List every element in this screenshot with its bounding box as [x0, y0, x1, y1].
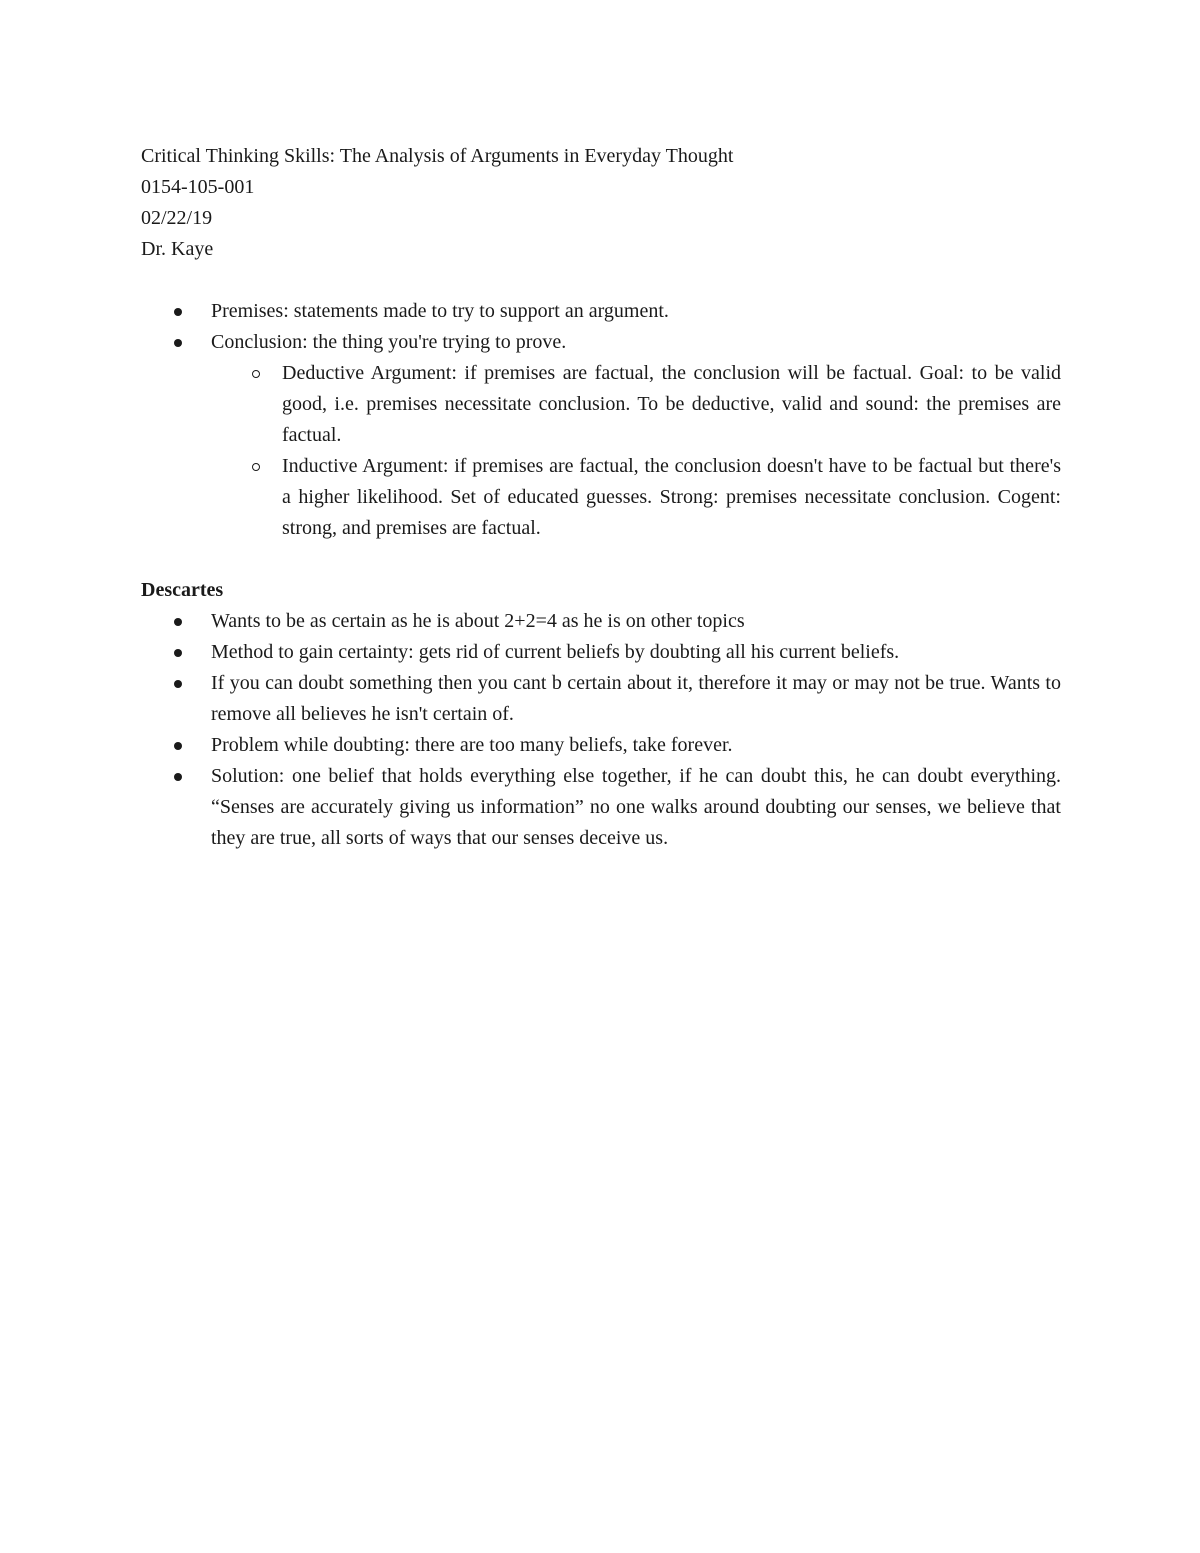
list-item-text: Method to gain certainty: gets rid of current beliefs by doubting all his current beliefs.	[211, 641, 900, 663]
sublist-item-inductive	[141, 451, 1061, 544]
list-item-text: Premises: statements made to try to support an argument.	[211, 300, 669, 322]
list-item	[141, 730, 1061, 761]
spacer	[141, 544, 1061, 575]
list-item	[141, 606, 1061, 637]
instructor-name: Dr. Kaye	[141, 238, 214, 260]
sublist-item-text: Deductive Argument: if premises are factual, the conclusion will be factual. Goal: to be valid good, i.e. premises necessitate conclusion. To be deductive, valid and sound: the premises are factual.	[282, 362, 1061, 446]
bullet-icon	[174, 339, 182, 347]
section-heading-descartes: Descartes	[141, 579, 224, 601]
course-code: 0154-105-001	[141, 176, 255, 198]
bullet-icon	[174, 773, 182, 781]
document-page	[141, 141, 1061, 854]
argument-types-sublist	[141, 358, 1061, 544]
sublist-item-text: Inductive Argument: if premises are factual, the conclusion doesn't have to be factual but there's a higher likelihood. Set of educated guesses. Strong: premises necessitate conclusion. Cogent: strong, and premises are factual.	[282, 455, 1061, 539]
hollow-bullet-icon	[252, 463, 260, 471]
list-item	[141, 637, 1061, 668]
arguments-list	[141, 296, 1061, 358]
document-date: 02/22/19	[141, 207, 213, 229]
bullet-icon	[174, 680, 182, 688]
list-item-text: Solution: one belief that holds everything else together, if he can doubt this, he can doubt everything. “Senses are accurately giving us information” no one walks around doubting our senses, we believe that they are true, all sorts of ways that our senses deceive us.	[211, 765, 1061, 849]
list-item-text: If you can doubt something then you cant b certain about it, therefore it may or may not be true. Wants to remove all believes he isn't certain of.	[211, 672, 1061, 725]
bullet-icon	[174, 618, 182, 626]
descartes-list	[141, 606, 1061, 854]
spacer	[141, 265, 1061, 296]
sublist-item-deductive	[141, 358, 1061, 451]
bullet-icon	[174, 308, 182, 316]
document-title: Critical Thinking Skills: The Analysis of Arguments in Everyday Thought	[141, 145, 734, 167]
document-header	[141, 141, 1061, 265]
bullet-icon	[174, 649, 182, 657]
list-item-premises	[141, 296, 1061, 327]
list-item-conclusion	[141, 327, 1061, 358]
list-item-text: Problem while doubting: there are too many beliefs, take forever.	[211, 734, 733, 756]
bullet-icon	[174, 742, 182, 750]
list-item-text: Conclusion: the thing you're trying to prove.	[211, 331, 567, 353]
list-item-text: Wants to be as certain as he is about 2+2=4 as he is on other topics	[211, 610, 745, 632]
list-item	[141, 761, 1061, 854]
hollow-bullet-icon	[252, 370, 260, 378]
list-item	[141, 668, 1061, 730]
